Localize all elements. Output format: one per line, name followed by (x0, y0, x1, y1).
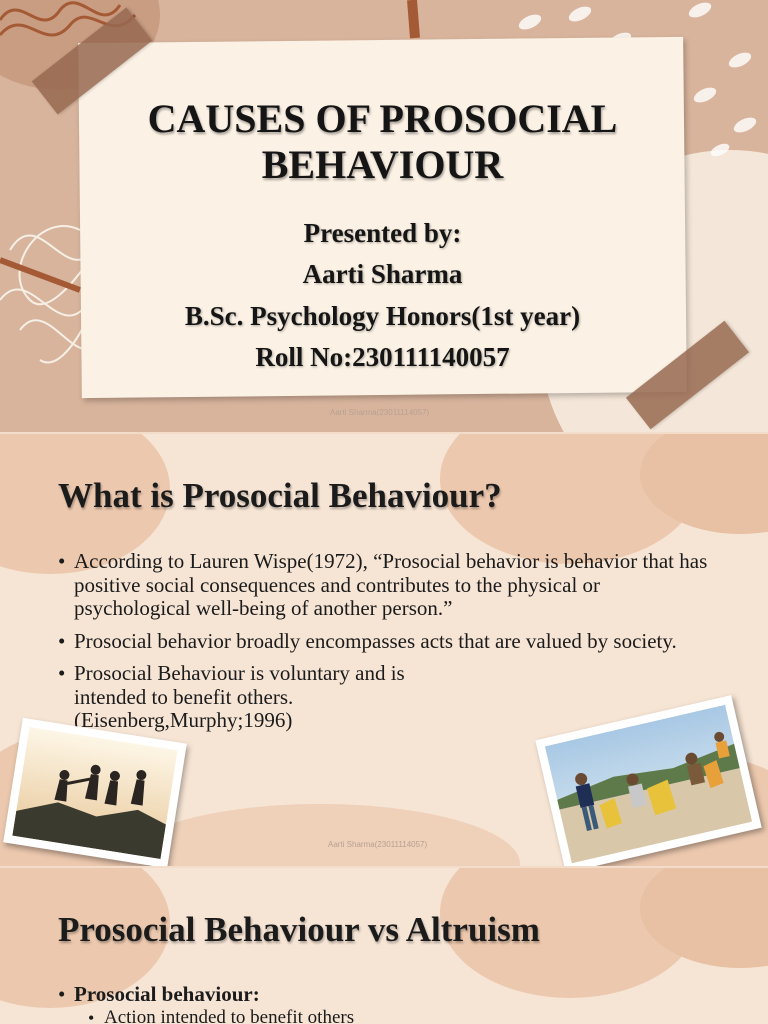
hiking-help-photo (3, 718, 187, 866)
presented-by-label: Presented by: (303, 218, 462, 248)
slide-heading: Prosocial Behaviour vs Altruism (58, 910, 540, 949)
slide-title-line2: BEHAVIOUR (261, 142, 504, 187)
presenter-roll-number: Roll No:230111140057 (255, 342, 510, 372)
watermark: Aarti Sharma(23011114057) (328, 840, 428, 849)
sub-bullet-marker: • (88, 1008, 95, 1024)
bullet-item: • Prosocial Behaviour is voluntary and is intended to benefit others.(Eisenberg,Murphy;1996) (58, 662, 718, 733)
presenter-name: Aarti Sharma (302, 259, 463, 289)
bullet-label: Prosocial behaviour: (74, 982, 260, 1006)
decor-blob (120, 804, 520, 866)
slide-title-line1: CAUSES OF PROSOCIAL (147, 96, 618, 141)
bullet-list (58, 550, 718, 742)
comparison-slide (0, 868, 768, 1024)
bullet-item: • According to Lauren Wispe(1972), “Prosocial behavior is behavior that has positive social consequences and contributes to the physical or psychological well-being of another person.” (58, 550, 718, 621)
bullet-marker: • (58, 982, 66, 1006)
sub-bullet-item: Action intended to benefit others (104, 1007, 355, 1024)
bullet-item: • Prosocial behavior broadly encompasses acts that are valued by society. (58, 630, 718, 654)
presenter-course: B.Sc. Psychology Honors(1st year) (184, 301, 581, 331)
title-slide (0, 0, 768, 432)
watermark: Aarti Sharma(23011114057) (330, 408, 430, 417)
definition-slide (0, 434, 768, 866)
slide-heading: What is Prosocial Behaviour? (58, 476, 502, 515)
